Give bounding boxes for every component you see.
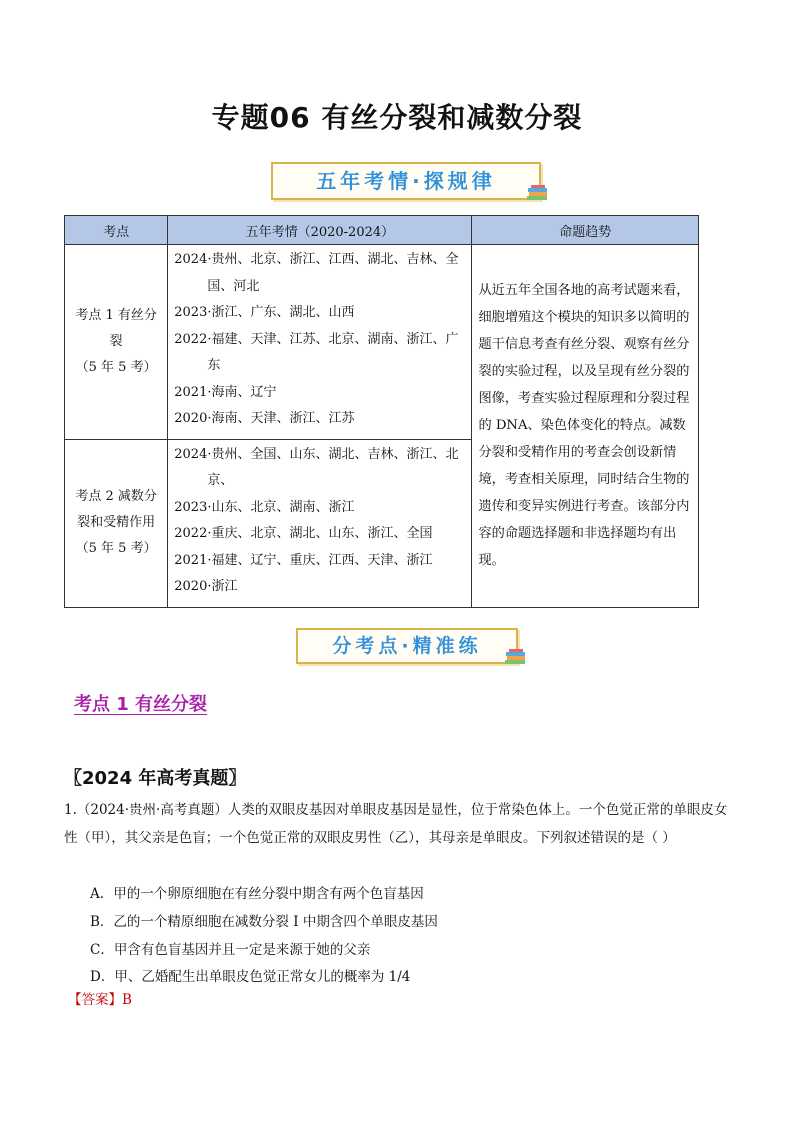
year-entry: [174, 442, 467, 495]
year-entry: [174, 574, 467, 601]
year: 2021: [174, 552, 208, 568]
year: 2020: [174, 579, 208, 594]
option-c: C．甲含有色盲基因并且一定是来源于她的父亲: [90, 942, 371, 958]
places: ·浙江: [207, 579, 238, 594]
section-heading[interactable]: 考点 1 有丝分裂: [74, 694, 208, 715]
kaodian-line: 裂: [109, 333, 123, 349]
year: 2024: [174, 252, 208, 267]
year: 2023: [174, 499, 208, 515]
header-kaodian: 考点: [65, 216, 168, 245]
option-d: D．甲、乙婚配生出单眼皮色觉正常女儿的概率为 1/4: [90, 969, 411, 985]
kaodian-line: （5 年 5 考）: [75, 541, 157, 556]
places: ·海南、辽宁: [207, 384, 277, 400]
year-entry: [174, 300, 467, 327]
year-entry: [174, 495, 467, 522]
year: 2024: [174, 446, 208, 462]
year-entry: [174, 247, 467, 300]
places: ·浙江、广东、湖北、山西: [207, 305, 355, 320]
option-a: A．甲的一个卵原细胞在有丝分裂中期含有两个色盲基因: [90, 886, 424, 902]
year-entry: [174, 327, 467, 380]
kaodian-line: 考点 2 减数分: [75, 489, 157, 504]
year-entry: [174, 548, 467, 575]
places: ·福建、天津、江苏、北京、湖南、浙江、广东: [207, 331, 459, 373]
year: 2022: [174, 331, 208, 347]
kaodian-line: 考点 1 有丝分: [75, 307, 157, 323]
kaodian-line: （5 年 5 考）: [75, 359, 157, 375]
exam-summary-table: [64, 215, 699, 608]
year: 2021: [174, 384, 208, 400]
year: 2022: [174, 526, 208, 541]
header-trend: 命题趋势: [472, 216, 699, 245]
kaodian-line: 裂和受精作用: [77, 515, 156, 530]
banner-five-year: 五年考情·探规律: [271, 162, 541, 200]
places: ·海南、天津、浙江、江苏: [207, 411, 355, 426]
year-entry: [174, 380, 467, 407]
answer-value: B: [122, 992, 132, 1008]
years-cell: [168, 245, 472, 440]
books-icon: [503, 648, 529, 666]
option-b: B．乙的一个精原细胞在减数分裂 I 中期含四个单眼皮基因: [90, 914, 438, 930]
sub-heading: 〖2024 年高考真题〗: [64, 768, 247, 789]
year-entry: [174, 406, 467, 433]
table-row: [65, 245, 699, 440]
answer-label: 【答案】: [68, 992, 122, 1008]
trend-cell: 从近五年全国各地的高考试题来看，细胞增殖这个模块的知识多以简明的题干信息考查有丝分裂、观察有丝分裂的实验过程，以及呈现有丝分裂的图像，考查实验过程原理和分裂过程的 DNA、染色体变化的特点。减数分裂和受精作用的考查会创设新情境，考查相关原理，同时结合生物的遗传和变异实例进行考查。该部分内容的命题选择题和非选择题均有出现。: [472, 245, 699, 608]
question-stem: 1.（2024·贵州·高考真题）人类的双眼皮基因对单眼皮基因是显性，位于常染色体上。一个色觉正常的单眼皮女性（甲），其父亲是色盲；一个色觉正常的双眼皮男性（乙），其母亲是单眼皮。下列叙述错误的是（ ）: [64, 802, 728, 846]
places: ·福建、辽宁、重庆、江西、天津、浙江: [207, 552, 433, 568]
year-entry: [174, 521, 467, 548]
kaodian-cell: [65, 245, 168, 440]
header-five-year: 五年考情（2020-2024）: [168, 216, 472, 245]
year: 2020: [174, 411, 208, 426]
answer-line: [68, 988, 132, 1008]
years-cell: [168, 439, 472, 607]
places: ·重庆、北京、湖北、山东、浙江、全国: [207, 526, 433, 541]
books-icon: [525, 184, 551, 202]
places: ·山东、北京、湖南、浙江: [207, 499, 355, 515]
places: ·贵州、全国、山东、湖北、吉林、浙江、北京、: [207, 446, 459, 488]
year: 2023: [174, 305, 208, 320]
banner-practice: 分考点·精准练: [296, 628, 518, 664]
kaodian-cell: [65, 439, 168, 607]
page-title: 专题06 有丝分裂和减数分裂: [211, 101, 583, 134]
places: ·贵州、北京、浙江、江西、湖北、吉林、全国、河北: [207, 252, 459, 294]
